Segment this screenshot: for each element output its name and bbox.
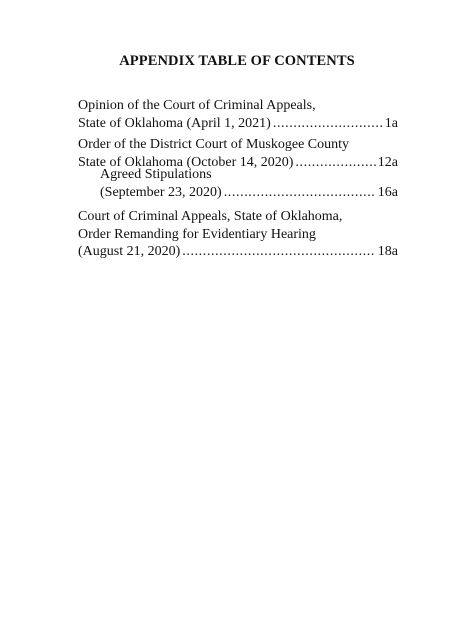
toc-entry-last-line bbox=[78, 115, 398, 133]
dot-leader bbox=[182, 243, 376, 261]
toc-page-number: 16a bbox=[377, 184, 398, 200]
toc-entry-line: State of Oklahoma (April 1, 2021) bbox=[78, 115, 271, 131]
page-title: APPENDIX TABLE OF CONTENTS bbox=[119, 53, 355, 69]
toc-entry-line: Court of Criminal Appeals, State of Oklahoma, bbox=[78, 209, 343, 224]
toc-entry-line: Order of the District Court of Muskogee County bbox=[78, 137, 350, 152]
toc-entry-stipulations bbox=[100, 166, 398, 201]
toc-entry-line: Order Remanding for Evidentiary Hearing bbox=[78, 226, 316, 242]
dot-leader bbox=[273, 115, 383, 133]
toc-entry-line: (September 23, 2020) bbox=[100, 184, 222, 200]
dot-leader bbox=[224, 184, 376, 202]
toc-entry-opinion bbox=[78, 97, 398, 132]
toc-entry-line: (August 21, 2020) bbox=[78, 244, 181, 259]
toc-entry-last-line bbox=[100, 184, 398, 202]
toc-entry-line: Agreed Stipulations bbox=[100, 167, 212, 182]
toc-entry-last-line bbox=[78, 243, 398, 261]
toc-entry-remand-order bbox=[78, 208, 398, 261]
toc-entry-line: State of Oklahoma (October 14, 2020) bbox=[78, 154, 294, 170]
toc-page-number: 1a bbox=[384, 115, 398, 131]
toc-page-number: 18a bbox=[377, 244, 398, 259]
toc-entry-line: Opinion of the Court of Criminal Appeals, bbox=[78, 98, 316, 113]
toc-page-number: 12a bbox=[377, 154, 398, 170]
